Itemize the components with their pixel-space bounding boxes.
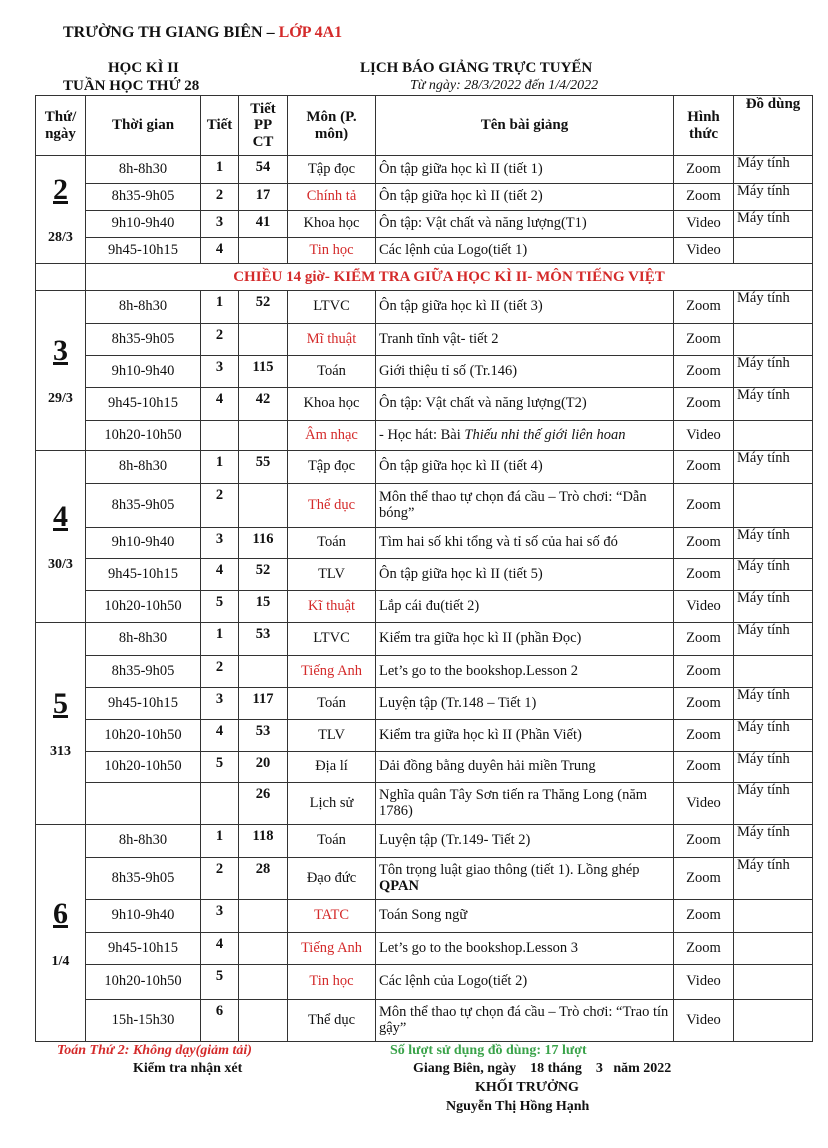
ppct-cell: 41 (239, 211, 288, 238)
tool-cell: Máy tính (734, 291, 813, 324)
day-cell (36, 825, 86, 1042)
period-cell: 3 (201, 900, 239, 933)
period-cell: 4 (201, 933, 239, 965)
tool-cell: Máy tính (734, 623, 813, 656)
day-date: 30/3 (48, 557, 73, 573)
lesson-cell: Ôn tập: Vật chất và năng lượng(T2) (376, 388, 674, 421)
format-cell: Zoom (674, 356, 734, 388)
table-row (36, 591, 813, 623)
subject-cell: TATC (288, 900, 376, 933)
ppct-cell: 52 (239, 559, 288, 591)
column-header: Hình thức (674, 96, 734, 156)
period-cell: 1 (201, 451, 239, 484)
time-cell: 9h45-10h15 (86, 388, 201, 421)
time-cell: 8h35-9h05 (86, 858, 201, 900)
time-cell: 9h45-10h15 (86, 559, 201, 591)
period-cell: 2 (201, 184, 239, 211)
lesson-cell: Luyện tập (Tr.148 – Tiết 1) (376, 688, 674, 720)
format-cell: Video (674, 421, 734, 451)
footer-note: Toán Thứ 2: Không dạy(giảm tải) (57, 1043, 252, 1058)
column-header: Tiết PP CT (239, 96, 288, 156)
period-cell: 4 (201, 238, 239, 264)
tool-cell (734, 900, 813, 933)
school-name (63, 24, 342, 42)
lesson-cell: Tìm hai số khi tổng và tỉ số của hai số đó (376, 528, 674, 559)
time-cell: 8h-8h30 (86, 451, 201, 484)
period-cell: 2 (201, 484, 239, 528)
subject-cell: Lịch sử (288, 783, 376, 825)
period-cell: 3 (201, 356, 239, 388)
doc-title: LỊCH BÁO GIẢNG TRỰC TUYẾN (360, 60, 593, 76)
ppct-cell (239, 484, 288, 528)
ppct-cell (239, 965, 288, 1000)
tool-cell: Máy tính (734, 528, 813, 559)
period-cell: 5 (201, 752, 239, 783)
week: TUẦN HỌC THỨ 28 (63, 78, 200, 94)
day-number: 4 (53, 500, 68, 534)
tool-cell (734, 421, 813, 451)
ppct-cell: 54 (239, 156, 288, 184)
subject-cell: Tiếng Anh (288, 933, 376, 965)
table-row (36, 656, 813, 688)
time-cell: 9h10-9h40 (86, 900, 201, 933)
subject-cell: Địa lí (288, 752, 376, 783)
period-cell (201, 421, 239, 451)
table-row (36, 623, 813, 656)
tool-cell: Máy tính (734, 211, 813, 238)
tool-cell: Máy tính (734, 591, 813, 623)
lesson-cell: Lắp cái đu(tiết 2) (376, 591, 674, 623)
format-cell: Zoom (674, 656, 734, 688)
table-row (36, 752, 813, 783)
subject-cell: Toán (288, 356, 376, 388)
ppct-cell: 118 (239, 825, 288, 858)
period-cell: 2 (201, 858, 239, 900)
table-row (36, 484, 813, 528)
table-row (36, 238, 813, 264)
lesson-emphasis: QPAN (379, 877, 420, 894)
format-cell: Zoom (674, 484, 734, 528)
ppct-cell: 15 (239, 591, 288, 623)
lesson-cell: Let’s go to the bookshop.Lesson 3 (376, 933, 674, 965)
table-row (36, 528, 813, 559)
period-cell: 4 (201, 720, 239, 752)
date-range: Từ ngày: 28/3/2022 đến 1/4/2022 (410, 78, 599, 93)
ppct-cell (239, 324, 288, 356)
subject-cell: Toán (288, 825, 376, 858)
ppct-cell: 20 (239, 752, 288, 783)
format-cell: Video (674, 965, 734, 1000)
day-cell (36, 451, 86, 623)
tool-cell (734, 656, 813, 688)
time-cell: 9h45-10h15 (86, 688, 201, 720)
period-cell: 3 (201, 688, 239, 720)
format-cell: Zoom (674, 559, 734, 591)
time-cell: 8h35-9h05 (86, 484, 201, 528)
subject-cell: Tập đọc (288, 451, 376, 484)
school-label: TRƯỜNG TH GIANG BIÊN – (63, 24, 279, 41)
time-cell: 9h45-10h15 (86, 933, 201, 965)
lesson-cell: Dải đồng bằng duyên hải miền Trung (376, 752, 674, 783)
time-cell: 10h20-10h50 (86, 720, 201, 752)
table-row (36, 900, 813, 933)
format-cell: Zoom (674, 688, 734, 720)
lesson-cell: Kiểm tra giữa học kì II (Phần Viết) (376, 720, 674, 752)
time-cell: 9h45-10h15 (86, 238, 201, 264)
time-cell: 8h-8h30 (86, 825, 201, 858)
time-cell: 10h20-10h50 (86, 421, 201, 451)
lesson-cell: Ôn tập: Vật chất và năng lượng(T1) (376, 211, 674, 238)
format-cell: Zoom (674, 451, 734, 484)
tool-cell: Máy tính (734, 825, 813, 858)
tool-cell: Máy tính (734, 356, 813, 388)
period-cell: 3 (201, 528, 239, 559)
time-cell: 8h35-9h05 (86, 184, 201, 211)
format-cell: Video (674, 591, 734, 623)
format-cell: Zoom (674, 528, 734, 559)
subject-cell: Tin học (288, 965, 376, 1000)
ppct-cell: 26 (239, 783, 288, 825)
subject-cell: Khoa học (288, 388, 376, 421)
subject-cell: Chính tả (288, 184, 376, 211)
time-cell: 8h35-9h05 (86, 324, 201, 356)
lesson-cell: Ôn tập giữa học kì II (tiết 2) (376, 184, 674, 211)
table-row (36, 1000, 813, 1042)
column-header: Thứ/ ngày (36, 96, 86, 156)
time-cell: 9h10-9h40 (86, 211, 201, 238)
subject-cell: Thể dục (288, 484, 376, 528)
subject-cell: LTVC (288, 623, 376, 656)
column-header: Tiết (201, 96, 239, 156)
ppct-cell: 115 (239, 356, 288, 388)
lesson-cell: Ôn tập giữa học kì II (tiết 5) (376, 559, 674, 591)
empty-cell (36, 264, 86, 291)
column-header: Thời gian (86, 96, 201, 156)
day-date: 29/3 (48, 391, 73, 407)
format-cell: Zoom (674, 858, 734, 900)
tool-cell: Máy tính (734, 184, 813, 211)
tool-cell: Máy tính (734, 559, 813, 591)
lesson-text: - Học hát: Bài (379, 426, 465, 443)
day-date: 313 (50, 744, 71, 760)
place-date: Giang Biên, ngày 18 tháng 3 năm 2022 (413, 1061, 672, 1076)
table-row (36, 858, 813, 900)
ppct-cell: 53 (239, 623, 288, 656)
ppct-cell: 17 (239, 184, 288, 211)
lesson-cell: Các lệnh của Logo(tiết 1) (376, 238, 674, 264)
tool-cell (734, 965, 813, 1000)
lesson-cell: Let’s go to the bookshop.Lesson 2 (376, 656, 674, 688)
day-cell (36, 623, 86, 825)
period-cell (201, 783, 239, 825)
tool-cell: Máy tính (734, 752, 813, 783)
subject-cell: Toán (288, 528, 376, 559)
time-cell: 8h35-9h05 (86, 656, 201, 688)
day-date: 1/4 (51, 953, 70, 969)
ppct-cell (239, 1000, 288, 1042)
ppct-cell: 55 (239, 451, 288, 484)
column-header: Đồ dùng (734, 96, 813, 156)
signer-name: Nguyễn Thị Hồng Hạnh (446, 1099, 590, 1114)
period-cell: 1 (201, 156, 239, 184)
table-row (36, 825, 813, 858)
ppct-cell: 117 (239, 688, 288, 720)
period-cell: 1 (201, 291, 239, 324)
format-cell: Zoom (674, 156, 734, 184)
tool-cell: Máy tính (734, 783, 813, 825)
format-cell: Zoom (674, 184, 734, 211)
period-cell: 1 (201, 623, 239, 656)
time-cell: 10h20-10h50 (86, 752, 201, 783)
time-cell (86, 783, 201, 825)
ppct-cell: 42 (239, 388, 288, 421)
table-row (36, 559, 813, 591)
day-date: 28/3 (48, 230, 73, 246)
tool-cell (734, 484, 813, 528)
lesson-cell: Ôn tập giữa học kì II (tiết 4) (376, 451, 674, 484)
lesson-emphasis: Thiếu nhi thế giới liên hoan (464, 426, 626, 443)
format-cell: Zoom (674, 388, 734, 421)
lesson-cell (376, 421, 674, 451)
term: HỌC KÌ II (108, 60, 179, 76)
time-cell: 9h10-9h40 (86, 356, 201, 388)
format-cell: Zoom (674, 324, 734, 356)
time-cell: 15h-15h30 (86, 1000, 201, 1042)
period-cell: 5 (201, 591, 239, 623)
ppct-cell (239, 900, 288, 933)
day-number: 5 (53, 687, 68, 721)
banner-text: CHIỀU 14 giờ- KIỂM TRA GIỮA HỌC KÌ II- MÔN TIẾNG VIỆT (86, 264, 813, 291)
table-row (36, 783, 813, 825)
table-row (36, 933, 813, 965)
subject-cell: Toán (288, 688, 376, 720)
format-cell: Zoom (674, 623, 734, 656)
subject-cell: Kĩ thuật (288, 591, 376, 623)
subject-cell: Tin học (288, 238, 376, 264)
period-cell: 5 (201, 965, 239, 1000)
period-cell: 4 (201, 559, 239, 591)
lesson-text: Tôn trọng luật giao thông (tiết 1). Lồng ghép (379, 861, 640, 878)
lesson-cell: Luyện tập (Tr.149- Tiết 2) (376, 825, 674, 858)
day-number: 3 (53, 334, 68, 368)
day-cell (36, 156, 86, 264)
table-row (36, 965, 813, 1000)
lesson-cell: Nghĩa quân Tây Sơn tiến ra Thăng Long (năm 1786) (376, 783, 674, 825)
lesson-cell: Toán Song ngữ (376, 900, 674, 933)
format-cell: Zoom (674, 720, 734, 752)
period-cell: 6 (201, 1000, 239, 1042)
subject-cell: Mĩ thuật (288, 324, 376, 356)
table-row (36, 324, 813, 356)
review-label: Kiểm tra nhận xét (133, 1061, 243, 1076)
ppct-cell: 116 (239, 528, 288, 559)
tool-cell: Máy tính (734, 720, 813, 752)
subject-cell: Âm nhạc (288, 421, 376, 451)
lesson-cell: Tranh tĩnh vật- tiết 2 (376, 324, 674, 356)
subject-cell: Tiếng Anh (288, 656, 376, 688)
format-cell: Zoom (674, 752, 734, 783)
lesson-cell: Giới thiệu tỉ số (Tr.146) (376, 356, 674, 388)
tool-cell (734, 933, 813, 965)
tool-cell: Máy tính (734, 388, 813, 421)
day-number: 2 (53, 173, 68, 207)
usage-count: Số lượt sử dụng đồ dùng: 17 lượt (390, 1043, 587, 1058)
tool-cell: Máy tính (734, 688, 813, 720)
ppct-cell (239, 933, 288, 965)
format-cell: Zoom (674, 291, 734, 324)
ppct-cell (239, 656, 288, 688)
tool-cell: Máy tính (734, 451, 813, 484)
tool-cell (734, 238, 813, 264)
lesson-cell: Ôn tập giữa học kì II (tiết 3) (376, 291, 674, 324)
subject-cell: LTVC (288, 291, 376, 324)
table-row (36, 388, 813, 421)
lesson-cell: Kiểm tra giữa học kì II (phần Đọc) (376, 623, 674, 656)
table-row (36, 156, 813, 184)
table-row (36, 356, 813, 388)
subject-cell: Khoa học (288, 211, 376, 238)
subject-cell: Đạo đức (288, 858, 376, 900)
format-cell: Zoom (674, 825, 734, 858)
column-header: Tên bài giảng (376, 96, 674, 156)
format-cell: Zoom (674, 933, 734, 965)
table-row (36, 211, 813, 238)
time-cell: 8h-8h30 (86, 623, 201, 656)
lesson-cell: Môn thể thao tự chọn đá cầu – Trò chơi: “Dẫn bóng” (376, 484, 674, 528)
format-cell: Video (674, 238, 734, 264)
subject-cell: Tập đọc (288, 156, 376, 184)
ppct-cell (239, 238, 288, 264)
time-cell: 10h20-10h50 (86, 965, 201, 1000)
ppct-cell (239, 421, 288, 451)
format-cell: Video (674, 1000, 734, 1042)
signer-role: KHỐI TRƯỞNG (475, 1080, 579, 1095)
table-row (36, 184, 813, 211)
schedule-table (35, 95, 813, 1042)
ppct-cell: 52 (239, 291, 288, 324)
lesson-cell: Môn thể thao tự chọn đá cầu – Trò chơi: “Trao tín gậy” (376, 1000, 674, 1042)
tool-cell (734, 324, 813, 356)
column-header: Môn (P. môn) (288, 96, 376, 156)
lesson-cell: Ôn tập giữa học kì II (tiết 1) (376, 156, 674, 184)
table-row (36, 291, 813, 324)
day-cell (36, 291, 86, 451)
subject-cell: TLV (288, 720, 376, 752)
time-cell: 10h20-10h50 (86, 591, 201, 623)
period-cell: 1 (201, 825, 239, 858)
lesson-cell (376, 858, 674, 900)
time-cell: 8h-8h30 (86, 291, 201, 324)
time-cell: 9h10-9h40 (86, 528, 201, 559)
period-cell: 4 (201, 388, 239, 421)
ppct-cell: 28 (239, 858, 288, 900)
table-row (36, 720, 813, 752)
format-cell: Video (674, 211, 734, 238)
ppct-cell: 53 (239, 720, 288, 752)
day-number: 6 (53, 896, 68, 930)
class-label: LỚP 4A1 (278, 24, 343, 41)
subject-cell: Thể dục (288, 1000, 376, 1042)
tool-cell: Máy tính (734, 858, 813, 900)
period-cell: 3 (201, 211, 239, 238)
period-cell: 2 (201, 324, 239, 356)
table-row (36, 688, 813, 720)
tool-cell: Máy tính (734, 156, 813, 184)
format-cell: Zoom (674, 900, 734, 933)
subject-cell: TLV (288, 559, 376, 591)
period-cell: 2 (201, 656, 239, 688)
time-cell: 8h-8h30 (86, 156, 201, 184)
banner-row (36, 264, 813, 291)
lesson-cell: Các lệnh của Logo(tiết 2) (376, 965, 674, 1000)
table-row (36, 421, 813, 451)
table-row (36, 451, 813, 484)
tool-cell (734, 1000, 813, 1042)
format-cell: Video (674, 783, 734, 825)
